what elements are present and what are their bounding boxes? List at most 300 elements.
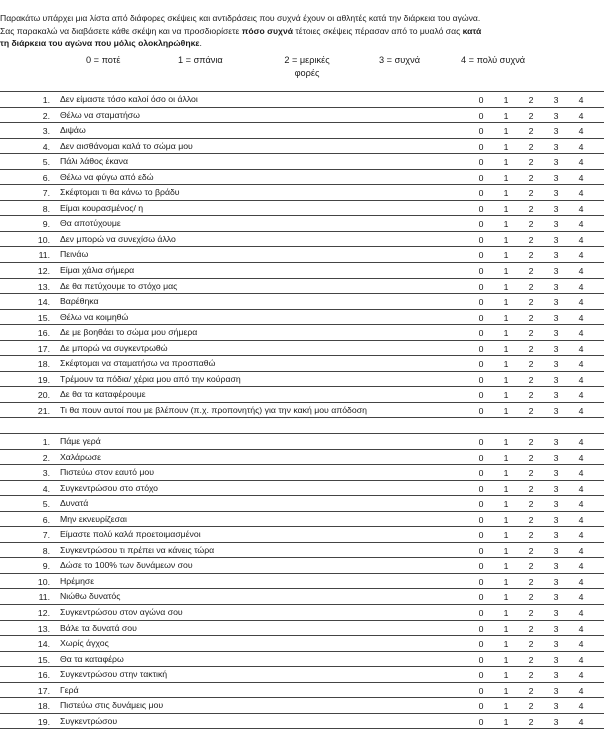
rating-option-3[interactable]: 3 — [553, 172, 559, 183]
item-statement: Θα τα καταφέρω — [60, 653, 124, 664]
rating-option-3[interactable]: 3 — [553, 141, 559, 152]
table-row — [0, 434, 604, 450]
positive-thoughts-table — [0, 433, 604, 729]
rating-option-4[interactable]: 4 — [578, 172, 584, 183]
table-row — [0, 636, 604, 652]
rating-option-2[interactable]: 2 — [528, 297, 534, 308]
rating-option-4[interactable]: 4 — [578, 639, 584, 650]
rating-option-3[interactable]: 3 — [553, 608, 559, 619]
rating-option-2[interactable]: 2 — [528, 95, 534, 105]
scale-2-label — [272, 54, 342, 80]
instructions-emphasis: πόσο συχνά — [241, 25, 294, 36]
rating-option-1[interactable]: 1 — [503, 483, 509, 494]
rating-option-0[interactable]: 0 — [478, 701, 484, 712]
table-row — [0, 512, 604, 528]
item-statement: Θέλω να κοιμηθώ — [60, 311, 129, 322]
rating-option-2[interactable]: 2 — [528, 639, 534, 650]
rating-option-2[interactable]: 2 — [528, 250, 534, 261]
table-row — [0, 683, 604, 699]
rating-option-4[interactable]: 4 — [578, 716, 584, 727]
rating-option-1[interactable]: 1 — [503, 188, 509, 199]
rating-option-1[interactable]: 1 — [503, 219, 509, 230]
rating-option-4[interactable]: 4 — [578, 530, 584, 541]
item-statement: Χωρίς άγχος — [60, 638, 109, 649]
table-row — [0, 652, 604, 668]
rating-option-2[interactable]: 2 — [528, 359, 534, 370]
instructions — [0, 12, 604, 50]
rating-option-4[interactable]: 4 — [578, 343, 584, 354]
rating-option-2[interactable]: 2 — [528, 141, 534, 152]
item-statement: Γερά — [60, 684, 79, 695]
item-statement: Δε με βοηθάει το σώμα μου σήμερα — [60, 327, 198, 338]
rating-option-2[interactable]: 2 — [528, 281, 534, 292]
item-statement: Συγκεντρώσου στον αγώνα σου — [60, 607, 183, 618]
rating-option-3[interactable]: 3 — [553, 266, 559, 277]
rating-option-4[interactable]: 4 — [578, 608, 584, 619]
instructions-emphasis-end: κατά — [462, 25, 482, 36]
rating-option-3[interactable]: 3 — [553, 390, 559, 401]
rating-option-1[interactable]: 1 — [503, 530, 509, 541]
rating-option-1[interactable]: 1 — [503, 359, 509, 370]
rating-option-3[interactable]: 3 — [553, 250, 559, 261]
item-statement: Χαλάρωσε — [60, 451, 102, 462]
item-statement: Τι θα πουν αυτοί που με βλέπουν (π.χ. προπονητής) για την κακή μου απόδοση — [60, 404, 367, 415]
rating-option-2[interactable]: 2 — [528, 576, 534, 587]
rating-option-4[interactable]: 4 — [578, 701, 584, 712]
item-number: 8. — [42, 545, 50, 556]
rating-option-0[interactable]: 0 — [478, 172, 484, 183]
rating-option-1[interactable]: 1 — [503, 716, 509, 727]
rating-option-0[interactable]: 0 — [478, 437, 484, 447]
instructions-line-3-bold: τη διάρκεια του αγώνα που μόλις ολοκληρώθηκε — [0, 38, 200, 48]
rating-option-0[interactable]: 0 — [478, 452, 484, 463]
rating-option-0[interactable]: 0 — [478, 390, 484, 401]
rating-option-1[interactable]: 1 — [503, 405, 509, 416]
rating-option-3[interactable]: 3 — [553, 234, 559, 245]
rating-option-2[interactable]: 2 — [528, 157, 534, 168]
rating-option-1[interactable]: 1 — [503, 561, 509, 572]
rating-option-1[interactable]: 1 — [503, 670, 509, 681]
rating-option-2[interactable]: 2 — [528, 110, 534, 121]
rating-option-3[interactable]: 3 — [553, 654, 559, 665]
rating-option-1[interactable]: 1 — [503, 514, 509, 525]
scale-3-label: 3 = συχνά — [379, 55, 421, 65]
rating-option-3[interactable]: 3 — [553, 561, 559, 572]
rating-option-1[interactable]: 1 — [503, 297, 509, 308]
rating-option-4[interactable]: 4 — [578, 545, 584, 556]
table-row — [0, 403, 604, 419]
rating-option-2[interactable]: 2 — [528, 266, 534, 277]
rating-option-3[interactable]: 3 — [553, 499, 559, 510]
item-number: 2. — [42, 110, 50, 121]
item-statement: Σκέφτομαι τι θα κάνω το βράδυ — [60, 187, 180, 198]
rating-option-3[interactable]: 3 — [553, 126, 559, 137]
item-number: 14. — [37, 297, 50, 308]
rating-option-3[interactable]: 3 — [553, 203, 559, 214]
table-row — [0, 543, 604, 559]
rating-option-0[interactable]: 0 — [478, 328, 484, 339]
item-number: 15. — [37, 654, 50, 665]
table-row — [0, 232, 604, 248]
item-number: 4. — [42, 141, 50, 152]
rating-option-1[interactable]: 1 — [503, 250, 509, 261]
rating-option-4[interactable]: 4 — [578, 141, 584, 152]
negative-thoughts-table — [0, 91, 604, 418]
table-row — [0, 481, 604, 497]
rating-option-1[interactable]: 1 — [503, 126, 509, 137]
rating-option-4[interactable]: 4 — [578, 483, 584, 494]
rating-option-0[interactable]: 0 — [478, 203, 484, 214]
rating-option-2[interactable]: 2 — [528, 234, 534, 245]
rating-option-3[interactable]: 3 — [553, 452, 559, 463]
rating-option-3[interactable]: 3 — [553, 110, 559, 121]
rating-option-4[interactable]: 4 — [578, 281, 584, 292]
rating-option-1[interactable]: 1 — [503, 639, 509, 650]
item-statement: Συγκεντρώσου στο στόχο — [60, 482, 159, 493]
rating-option-1[interactable]: 1 — [503, 654, 509, 665]
rating-option-2[interactable]: 2 — [528, 188, 534, 199]
item-statement: Είμαι χάλια σήμερα — [60, 265, 135, 276]
rating-option-0[interactable]: 0 — [478, 312, 484, 323]
rating-option-3[interactable]: 3 — [553, 405, 559, 416]
rating-option-0[interactable]: 0 — [478, 157, 484, 168]
rating-option-2[interactable]: 2 — [528, 126, 534, 137]
item-statement: Τρέμουν τα πόδια/ χέρια μου από την κούραση — [60, 373, 241, 384]
rating-option-3[interactable]: 3 — [553, 701, 559, 712]
rating-option-0[interactable]: 0 — [478, 219, 484, 230]
item-statement: Δεν αισθάνομαι καλά το σώμα μου — [60, 140, 193, 151]
item-number: 1. — [42, 437, 50, 447]
instructions-line-3-end: . — [199, 38, 202, 48]
item-statement: Μην εκνευρίζεσαι — [60, 513, 127, 524]
rating-option-0[interactable]: 0 — [478, 608, 484, 619]
rating-option-2[interactable]: 2 — [528, 545, 534, 556]
table-row — [0, 574, 604, 590]
rating-option-0[interactable]: 0 — [478, 639, 484, 650]
rating-scale-legend — [0, 52, 604, 82]
rating-option-2[interactable]: 2 — [528, 452, 534, 463]
item-number: 18. — [37, 701, 50, 712]
rating-option-0[interactable]: 0 — [478, 343, 484, 354]
table-row — [0, 558, 604, 574]
rating-option-2[interactable]: 2 — [528, 514, 534, 525]
instructions-line-3 — [0, 37, 604, 50]
rating-option-4[interactable]: 4 — [578, 126, 584, 137]
rating-option-4[interactable]: 4 — [578, 203, 584, 214]
rating-option-0[interactable]: 0 — [478, 250, 484, 261]
rating-option-0[interactable]: 0 — [478, 110, 484, 121]
rating-option-1[interactable]: 1 — [503, 328, 509, 339]
scale-0-label: 0 = ποτέ — [86, 55, 121, 65]
rating-option-0[interactable]: 0 — [478, 592, 484, 603]
rating-option-2[interactable]: 2 — [528, 608, 534, 619]
table-row — [0, 325, 604, 341]
rating-option-0[interactable]: 0 — [478, 623, 484, 634]
item-number: 10. — [37, 576, 50, 587]
rating-option-1[interactable]: 1 — [503, 608, 509, 619]
item-number: 14. — [37, 639, 50, 650]
rating-option-2[interactable]: 2 — [528, 203, 534, 214]
rating-option-2[interactable]: 2 — [528, 172, 534, 183]
rating-option-1[interactable]: 1 — [503, 374, 509, 385]
item-number: 9. — [42, 561, 50, 572]
rating-option-1[interactable]: 1 — [503, 685, 509, 696]
rating-option-2[interactable]: 2 — [528, 312, 534, 323]
rating-option-2[interactable]: 2 — [528, 530, 534, 541]
item-number: 16. — [37, 670, 50, 681]
rating-option-0[interactable]: 0 — [478, 576, 484, 587]
rating-option-4[interactable]: 4 — [578, 219, 584, 230]
rating-option-2[interactable]: 2 — [528, 483, 534, 494]
rating-option-0[interactable]: 0 — [478, 545, 484, 556]
table-row — [0, 263, 604, 279]
item-number: 5. — [42, 499, 50, 510]
rating-option-1[interactable]: 1 — [503, 437, 509, 447]
rating-option-4[interactable]: 4 — [578, 468, 584, 479]
rating-option-0[interactable]: 0 — [478, 670, 484, 681]
item-statement: Είμαστε πολύ καλά προετοιμασμένοι — [60, 529, 201, 540]
rating-option-2[interactable]: 2 — [528, 716, 534, 727]
rating-option-1[interactable]: 1 — [503, 312, 509, 323]
rating-option-3[interactable]: 3 — [553, 312, 559, 323]
item-number: 19. — [37, 374, 50, 385]
item-number: 19. — [37, 716, 50, 727]
item-number: 12. — [37, 608, 50, 619]
item-number: 11. — [38, 592, 50, 603]
item-number: 3. — [42, 468, 50, 479]
table-row — [0, 279, 604, 295]
rating-option-3[interactable]: 3 — [553, 188, 559, 199]
rating-option-1[interactable]: 1 — [503, 157, 509, 168]
rating-option-4[interactable]: 4 — [578, 576, 584, 587]
rating-option-2[interactable]: 2 — [528, 561, 534, 572]
table-row — [0, 387, 604, 403]
rating-option-0[interactable]: 0 — [478, 716, 484, 727]
rating-option-4[interactable]: 4 — [578, 452, 584, 463]
rating-option-2[interactable]: 2 — [528, 437, 534, 447]
rating-option-0[interactable]: 0 — [478, 530, 484, 541]
rating-option-4[interactable]: 4 — [578, 654, 584, 665]
rating-option-3[interactable]: 3 — [553, 374, 559, 385]
rating-option-4[interactable]: 4 — [578, 110, 584, 121]
rating-option-4[interactable]: 4 — [578, 95, 584, 105]
rating-option-1[interactable]: 1 — [503, 468, 509, 479]
rating-option-4[interactable]: 4 — [578, 623, 584, 634]
rating-option-4[interactable]: 4 — [578, 297, 584, 308]
rating-option-1[interactable]: 1 — [503, 203, 509, 214]
rating-option-2[interactable]: 2 — [528, 654, 534, 665]
rating-option-4[interactable]: 4 — [578, 188, 584, 199]
rating-option-2[interactable]: 2 — [528, 219, 534, 230]
rating-option-0[interactable]: 0 — [478, 297, 484, 308]
item-number: 21. — [37, 405, 50, 416]
item-statement: Συγκεντρώσου — [60, 715, 118, 726]
rating-option-3[interactable]: 3 — [553, 95, 559, 105]
rating-option-4[interactable]: 4 — [578, 514, 584, 525]
rating-option-0[interactable]: 0 — [478, 405, 484, 416]
item-statement: Δε θα πετύχουμε το στόχο μας — [60, 280, 178, 291]
rating-option-2[interactable]: 2 — [528, 685, 534, 696]
rating-option-3[interactable]: 3 — [553, 219, 559, 230]
rating-option-2[interactable]: 2 — [528, 468, 534, 479]
rating-option-0[interactable]: 0 — [478, 654, 484, 665]
rating-option-4[interactable]: 4 — [578, 266, 584, 277]
rating-option-0[interactable]: 0 — [478, 374, 484, 385]
rating-option-2[interactable]: 2 — [528, 343, 534, 354]
rating-option-2[interactable]: 2 — [528, 623, 534, 634]
rating-option-3[interactable]: 3 — [553, 576, 559, 587]
rating-option-4[interactable]: 4 — [578, 374, 584, 385]
item-statement: Θέλω να σταματήσω — [60, 109, 140, 120]
table-row — [0, 154, 604, 170]
rating-option-3[interactable]: 3 — [553, 716, 559, 727]
item-number: 3. — [42, 126, 50, 137]
item-statement: Συγκεντρώσου στην τακτική — [60, 669, 168, 680]
rating-option-4[interactable]: 4 — [578, 157, 584, 168]
item-number: 7. — [42, 530, 50, 541]
item-number: 10. — [37, 234, 50, 245]
rating-option-3[interactable]: 3 — [553, 281, 559, 292]
rating-option-0[interactable]: 0 — [478, 468, 484, 479]
item-number: 8. — [42, 203, 50, 214]
rating-option-3[interactable]: 3 — [553, 328, 559, 339]
rating-option-4[interactable]: 4 — [578, 685, 584, 696]
item-number: 2. — [42, 452, 50, 463]
rating-option-3[interactable]: 3 — [553, 468, 559, 479]
item-number: 12. — [37, 266, 50, 277]
rating-option-3[interactable]: 3 — [553, 343, 559, 354]
rating-option-1[interactable]: 1 — [503, 576, 509, 587]
rating-option-1[interactable]: 1 — [503, 545, 509, 556]
rating-option-4[interactable]: 4 — [578, 592, 584, 603]
rating-option-3[interactable]: 3 — [553, 297, 559, 308]
rating-option-0[interactable]: 0 — [478, 126, 484, 137]
rating-option-1[interactable]: 1 — [503, 234, 509, 245]
item-statement: Πάλι λάθος έκανα — [60, 156, 128, 167]
rating-option-1[interactable]: 1 — [503, 623, 509, 634]
rating-option-2[interactable]: 2 — [528, 390, 534, 401]
table-row — [0, 714, 604, 730]
rating-option-3[interactable]: 3 — [553, 359, 559, 370]
instructions-line-2-rest: τέτοιες σκέψεις πέρασαν από το μυαλό σας — [293, 25, 463, 36]
instructions-line-2-start: Σας παρακαλώ να διαβάσετε κάθε σκέψη και να προσδιορίσετε — [0, 25, 242, 36]
item-number: 15. — [37, 312, 50, 323]
rating-option-2[interactable]: 2 — [528, 592, 534, 603]
rating-option-0[interactable]: 0 — [478, 483, 484, 494]
rating-option-1[interactable]: 1 — [503, 266, 509, 277]
item-number: 1. — [42, 95, 50, 105]
table-row — [0, 216, 604, 232]
rating-option-0[interactable]: 0 — [478, 95, 484, 105]
table-row — [0, 201, 604, 217]
rating-option-3[interactable]: 3 — [553, 623, 559, 634]
rating-option-3[interactable]: 3 — [553, 157, 559, 168]
rating-option-1[interactable]: 1 — [503, 110, 509, 121]
scale-2-label-line-1: 2 = μερικές — [284, 55, 330, 65]
rating-option-1[interactable]: 1 — [503, 172, 509, 183]
rating-option-3[interactable]: 3 — [553, 514, 559, 525]
rating-option-3[interactable]: 3 — [553, 545, 559, 556]
rating-option-4[interactable]: 4 — [578, 312, 584, 323]
rating-option-0[interactable]: 0 — [478, 499, 484, 510]
rating-option-0[interactable]: 0 — [478, 685, 484, 696]
rating-option-4[interactable]: 4 — [578, 499, 584, 510]
rating-option-0[interactable]: 0 — [478, 141, 484, 152]
rating-option-1[interactable]: 1 — [503, 701, 509, 712]
item-number: 13. — [37, 281, 50, 292]
rating-option-0[interactable]: 0 — [478, 514, 484, 525]
rating-option-1[interactable]: 1 — [503, 592, 509, 603]
item-statement: Νιώθω δυνατός — [60, 591, 121, 602]
table-row — [0, 667, 604, 683]
rating-option-0[interactable]: 0 — [478, 188, 484, 199]
table-row — [0, 527, 604, 543]
item-statement: Δε θα τα καταφέρουμε — [60, 389, 146, 400]
rating-option-0[interactable]: 0 — [478, 561, 484, 572]
item-number: 20. — [37, 390, 50, 401]
rating-option-3[interactable]: 3 — [553, 639, 559, 650]
rating-option-1[interactable]: 1 — [503, 390, 509, 401]
rating-option-4[interactable]: 4 — [578, 250, 584, 261]
rating-option-4[interactable]: 4 — [578, 561, 584, 572]
item-number: 17. — [37, 343, 50, 354]
rating-option-1[interactable]: 1 — [503, 141, 509, 152]
rating-option-3[interactable]: 3 — [553, 670, 559, 681]
rating-option-2[interactable]: 2 — [528, 499, 534, 510]
rating-option-2[interactable]: 2 — [528, 374, 534, 385]
rating-option-4[interactable]: 4 — [578, 234, 584, 245]
rating-option-4[interactable]: 4 — [578, 328, 584, 339]
rating-option-2[interactable]: 2 — [528, 405, 534, 416]
table-row — [0, 139, 604, 155]
table-row — [0, 698, 604, 714]
rating-option-0[interactable]: 0 — [478, 359, 484, 370]
rating-option-1[interactable]: 1 — [503, 343, 509, 354]
rating-option-1[interactable]: 1 — [503, 499, 509, 510]
item-statement: Πιστεύω στις δυνάμεις μου — [60, 700, 164, 711]
rating-option-4[interactable]: 4 — [578, 670, 584, 681]
item-statement: Δυνατά — [60, 498, 89, 509]
rating-option-0[interactable]: 0 — [478, 281, 484, 292]
table-row — [0, 185, 604, 201]
item-statement: Θα αποτύχουμε — [60, 218, 121, 229]
rating-option-3[interactable]: 3 — [553, 437, 559, 447]
rating-option-1[interactable]: 1 — [503, 452, 509, 463]
table-row — [0, 123, 604, 139]
rating-option-0[interactable]: 0 — [478, 266, 484, 277]
table-row — [0, 294, 604, 310]
rating-option-3[interactable]: 3 — [553, 592, 559, 603]
rating-option-4[interactable]: 4 — [578, 405, 584, 416]
rating-option-4[interactable]: 4 — [578, 359, 584, 370]
rating-option-0[interactable]: 0 — [478, 234, 484, 245]
rating-option-3[interactable]: 3 — [553, 530, 559, 541]
rating-option-3[interactable]: 3 — [553, 685, 559, 696]
rating-option-2[interactable]: 2 — [528, 328, 534, 339]
rating-option-1[interactable]: 1 — [503, 281, 509, 292]
item-number: 6. — [42, 514, 50, 525]
table-row — [0, 356, 604, 372]
scale-4-label: 4 = πολύ συχνά — [461, 55, 526, 65]
rating-option-4[interactable]: 4 — [578, 390, 584, 401]
rating-option-2[interactable]: 2 — [528, 670, 534, 681]
rating-option-2[interactable]: 2 — [528, 701, 534, 712]
item-statement: Βάλε τα δυνατά σου — [60, 622, 137, 633]
scale-2-label-line-2: φορές — [294, 68, 320, 78]
rating-option-1[interactable]: 1 — [503, 95, 509, 105]
rating-option-4[interactable]: 4 — [578, 437, 584, 447]
rating-option-3[interactable]: 3 — [553, 483, 559, 494]
